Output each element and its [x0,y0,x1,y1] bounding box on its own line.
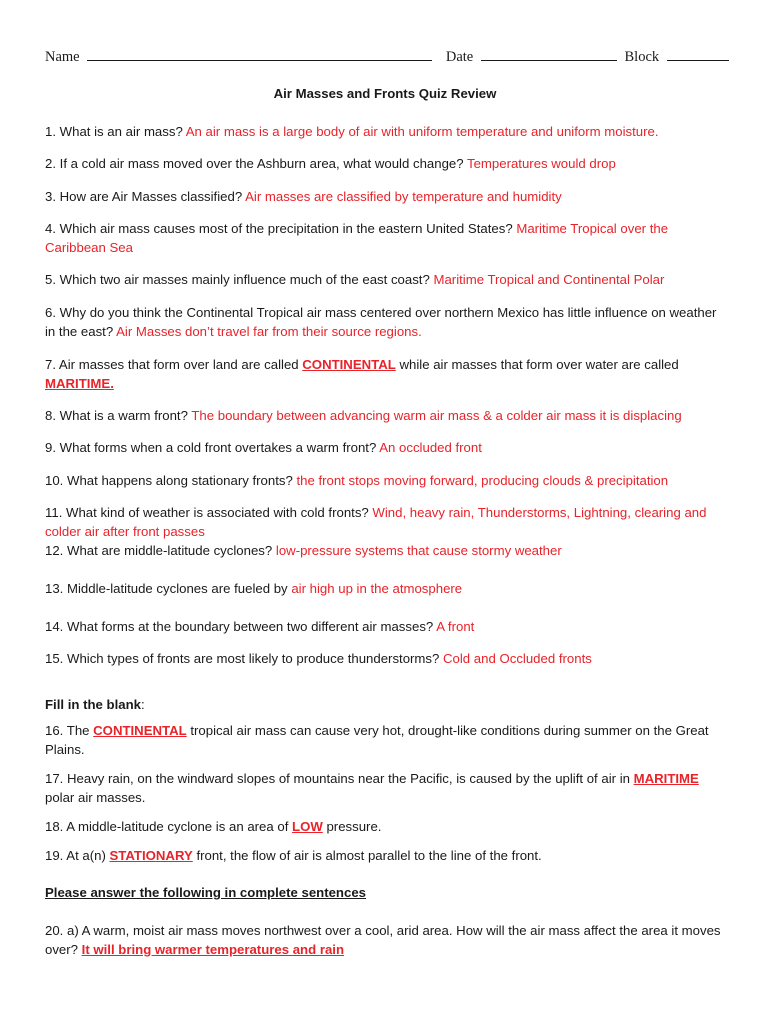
question-11 [45,503,725,541]
answer-text: Wind, heavy rain, Thunderstorms, Lightning, clearing and colder air after front passes [45,505,707,539]
date-blank[interactable] [481,48,617,61]
answer-text: The boundary between advancing warm air mass & a colder air mass it is displacing [191,408,682,423]
question-text: 5. Which two air masses mainly influence much of the east coast? [45,272,434,287]
question-text: 6. Why do you think the Continental Tropical air mass centered over northern Mexico has little influence on weather in the east? [45,305,717,339]
block-label: Block [624,49,660,65]
question-7 [45,355,725,393]
question-text: 19. At a(n) [45,848,110,863]
question-text: 3. How are Air Masses classified? [45,189,246,204]
answer-text: MARITIME [633,771,699,786]
question-1 [45,122,725,141]
question-text: 18. A middle-latitude cyclone is an area of [45,819,293,834]
question-2 [45,154,725,173]
question-text: 15. Which types of fronts are most likely to produce thunderstorms? [45,651,444,666]
section-heading: Fill in the blank [45,697,141,712]
question-4 [45,219,725,257]
answer-text: An air mass is a large body of air with uniform temperature and uniform moisture. [185,124,659,139]
fill-in-heading [45,695,725,714]
question-text: polar air masses. [45,790,146,805]
page-title: Air Masses and Fronts Quiz Review [273,86,497,101]
section-heading: Please answer the following in complete sentences [45,885,366,900]
question-13 [45,579,725,598]
header-line [45,48,717,66]
question-text: 11. What kind of weather is associated with cold fronts? [45,505,373,520]
answer-text: CONTINENTAL [302,357,396,372]
question-6 [45,303,725,341]
answer-text: air high up in the atmosphere [291,581,463,596]
name-blank[interactable] [87,48,432,61]
question-text: 14. What forms at the boundary between two different air masses? [45,619,437,634]
question-20 [45,921,725,959]
question-text: 13. Middle-latitude cyclones are fueled by [45,581,292,596]
question-15 [45,649,725,668]
question-17 [45,769,725,807]
answer-text: STATIONARY [109,848,193,863]
question-8 [45,406,725,425]
answer-text: A front [436,619,475,634]
question-16 [45,721,725,759]
answer-text: It will bring warmer temperatures and rain [81,942,345,957]
question-text: 17. Heavy rain, on the windward slopes of mountains near the Pacific, is caused by the uplift of air in [45,771,634,786]
name-label: Name [45,49,80,65]
question-text: 16. The [45,723,94,738]
question-text: 1. What is an air mass? [45,124,186,139]
answer-text: Maritime Tropical and Continental Polar [433,272,665,287]
question-text: 20. a) A warm, moist air mass moves northwest over a cool, arid area. How will the air mass affect the area it moves over? [45,923,721,957]
answer-text: the front stops moving forward, producing clouds & precipitation [296,473,669,488]
answer-text: Maritime Tropical over the Caribbean Sea [45,221,669,255]
question-18 [45,817,725,836]
answer-text: MARITIME. [45,376,114,391]
question-12 [45,541,725,560]
question-text: front, the flow of air is almost parallel to the line of the front. [192,848,542,863]
question-3 [45,187,725,206]
section-heading-colon: : [140,697,145,712]
question-text: 8. What is a warm front? [45,408,192,423]
sentences-heading [45,883,725,902]
answer-text: low-pressure systems that cause stormy weather [275,543,562,558]
question-text: tropical air mass can cause very hot, drought-like conditions during summer on the Great Plains. [45,723,709,757]
answer-text: Temperatures would drop [467,156,616,171]
date-label: Date [445,49,474,65]
question-text: 7. Air masses that form over land are called [45,357,303,372]
question-text: while air masses that form over water are called [395,357,679,372]
question-text: 4. Which air mass causes most of the precipitation in the eastern United States? [45,221,517,236]
answer-text: An occluded front [379,440,482,455]
question-9 [45,438,725,457]
answer-text: LOW [292,819,323,834]
question-text: 2. If a cold air mass moved over the Ashburn area, what would change? [45,156,467,171]
question-19 [45,846,725,865]
question-text: pressure. [322,819,382,834]
question-text: 10. What happens along stationary fronts? [45,473,297,488]
question-14 [45,617,725,636]
question-text: 12. What are middle-latitude cyclones? [45,543,276,558]
question-text: 9. What forms when a cold front overtakes a warm front? [45,440,380,455]
answer-text: CONTINENTAL [93,723,187,738]
question-5 [45,270,725,289]
question-10 [45,471,725,490]
answer-text: Air Masses don’t travel far from their source regions. [116,324,422,339]
answer-text: Air masses are classified by temperature and humidity [245,189,562,204]
answer-text: Cold and Occluded fronts [443,651,592,666]
block-blank[interactable] [667,48,729,61]
